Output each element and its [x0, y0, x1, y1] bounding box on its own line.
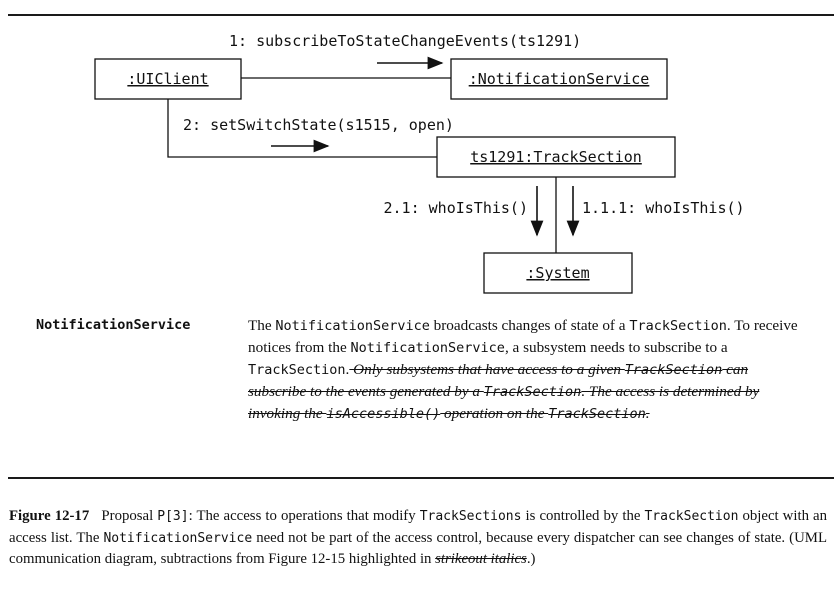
message-1-1-1-label: 1.1.1: whoIsThis(): [582, 199, 745, 217]
object-tracksection: [437, 137, 675, 177]
message-2-1-label: 2.1: whoIsThis(): [383, 199, 528, 217]
object-uiclient: [95, 59, 241, 99]
caption-code: P[3]: [157, 509, 189, 524]
system-label: :System: [526, 264, 590, 282]
struck-code: TrackSection: [483, 384, 582, 400]
struck-code: TrackSection: [624, 362, 723, 378]
struck-code: TrackSection: [548, 406, 646, 422]
message-1-label: 1: subscribeToStateChangeEvents(ts1291): [229, 32, 582, 50]
definition-text: [248, 315, 808, 425]
definition-text-part: . To receive notices from the: [248, 317, 798, 356]
figure-number: Figure 12-17: [9, 508, 90, 524]
struck-part: operation on the: [440, 405, 549, 422]
object-system: [484, 253, 632, 293]
definition-text-part: , a subsystem needs to subscribe to a: [504, 339, 728, 356]
caption-strikeout-example: strikeout italics: [435, 551, 527, 567]
caption-part: is controlled by the: [521, 508, 645, 524]
notificationservice-label: :NotificationService: [468, 70, 650, 88]
struck-part: . The access is determined by invoking the: [248, 383, 760, 422]
struck-part: .: [645, 405, 650, 422]
definition-text-part: broadcasts changes of state of a: [429, 317, 630, 334]
figure-caption: [9, 506, 827, 570]
tracksection-label: ts1291:TrackSection: [470, 148, 642, 166]
caption-code: NotificationService: [103, 530, 253, 546]
definition-code: TrackSection: [248, 362, 346, 378]
uiclient-label: :UIClient: [127, 70, 209, 88]
object-notificationservice: [451, 59, 667, 99]
caption-part: : The access to operations that modify: [188, 508, 420, 524]
definition-text-part: .: [345, 361, 350, 378]
definition-code: NotificationService: [350, 340, 505, 356]
caption-part: Proposal: [89, 508, 158, 524]
message-2-label: 2: setSwitchState(s1515, open): [183, 116, 454, 134]
caption-part: object with an access list. The: [9, 508, 828, 546]
definition-code: NotificationService: [275, 318, 430, 334]
caption-code: TrackSections: [419, 509, 522, 524]
definition-term: NotificationService: [36, 317, 191, 333]
struck-part: can subscribe to the events generated by a: [248, 361, 749, 400]
definition-code: TrackSection: [629, 318, 727, 334]
caption-part: need not be part of the access control, because every dispatcher can see changes of state. (UML communication diagram, subtractions from Figure 12-15 highlighted in: [9, 529, 827, 567]
caption-part: .): [526, 551, 536, 567]
caption-code: TrackSection: [644, 509, 739, 524]
definition-text-part: The: [248, 317, 276, 334]
bottom-rule: [8, 477, 834, 479]
struck-code: isAccessible(): [326, 406, 441, 422]
struck-part: Only subsystems that have access to a given: [349, 361, 625, 378]
